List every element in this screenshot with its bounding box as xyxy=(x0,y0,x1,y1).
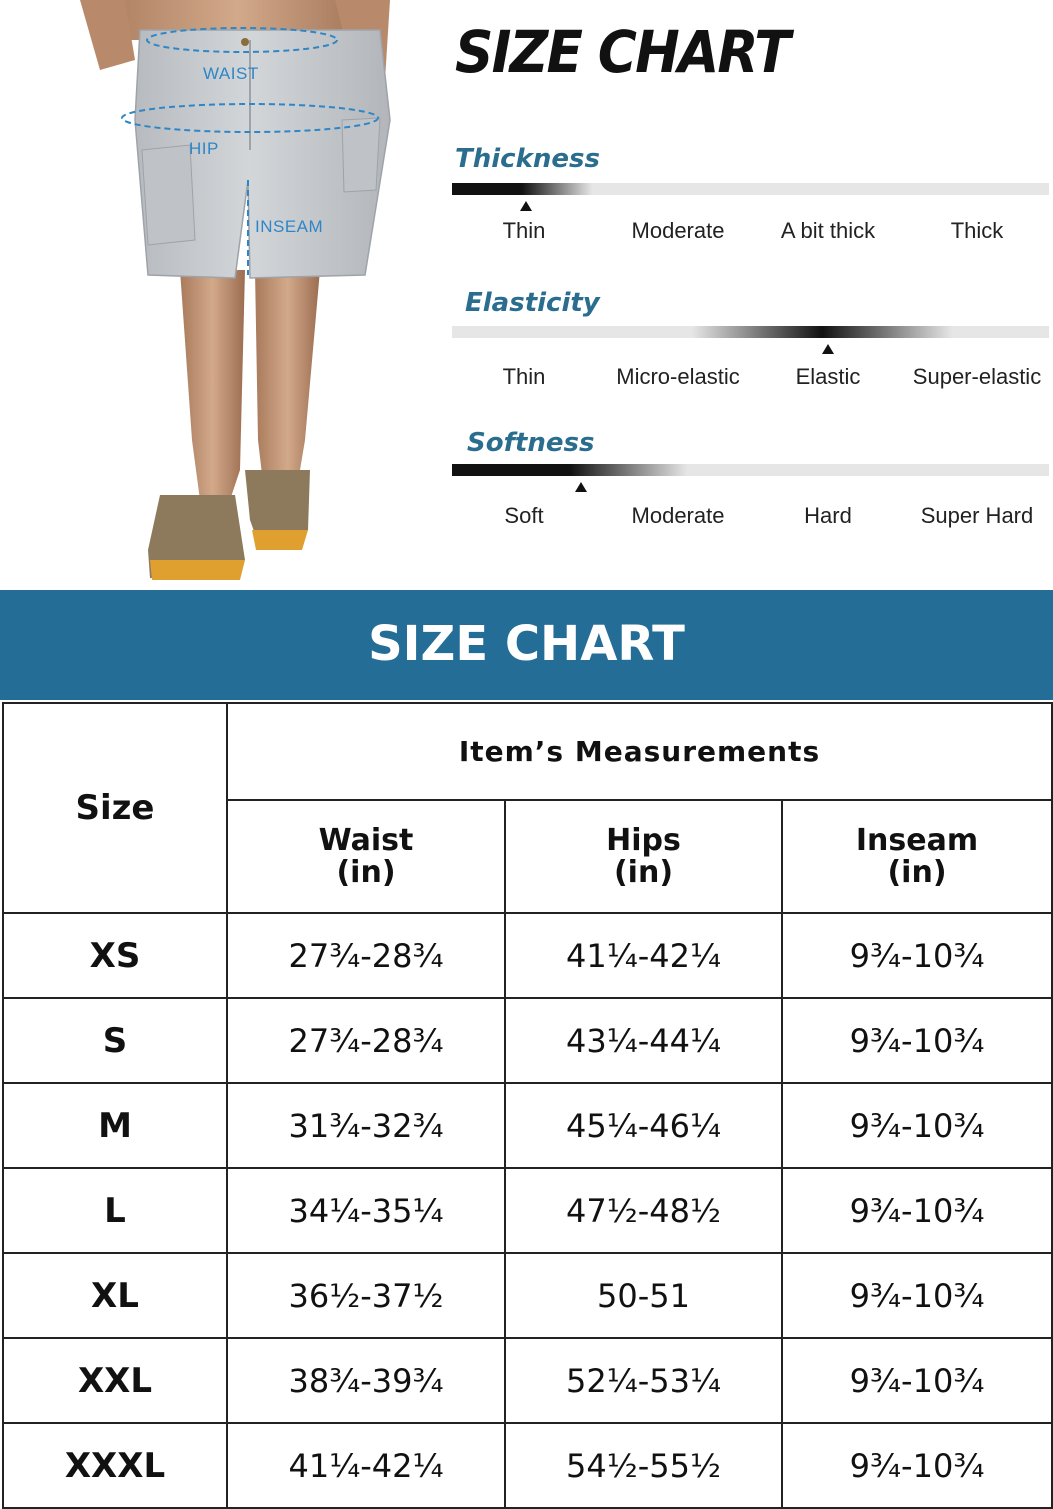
banner-title: SIZE CHART xyxy=(368,616,685,672)
inseam-label: INSEAM xyxy=(255,217,324,236)
attribute-option: Moderate xyxy=(631,218,725,243)
waist-cell: 27¾-28¾ xyxy=(227,998,505,1083)
left-arm xyxy=(80,0,135,70)
measurements-header: Item’s Measurements xyxy=(227,703,1052,800)
hips-cell: 41¼-42¼ xyxy=(505,913,782,998)
size-cell: XXXL xyxy=(3,1423,227,1508)
inseam-cell: 9¾-10¾ xyxy=(782,913,1052,998)
inseam-cell: 9¾-10¾ xyxy=(782,1083,1052,1168)
column-name: Inseam xyxy=(855,822,979,858)
column-header-hips xyxy=(505,800,782,913)
attribute-option: A bit thick xyxy=(780,218,876,243)
size-header: Size xyxy=(3,703,227,913)
size-cell: XS xyxy=(3,913,227,998)
size-table-body xyxy=(3,913,1052,1508)
attribute-title: Elasticity xyxy=(465,288,600,318)
waist-label: WAIST xyxy=(203,64,259,83)
attribute-option: Thin xyxy=(502,364,546,389)
size-cell: XL xyxy=(3,1253,227,1338)
shorts-illustration xyxy=(80,0,420,590)
column-name: Hips xyxy=(606,822,681,858)
attribute-option: Moderate xyxy=(631,503,725,528)
inseam-cell: 9¾-10¾ xyxy=(782,1338,1052,1423)
size-cell: S xyxy=(3,998,227,1083)
selection-marker-icon xyxy=(822,344,834,354)
inseam-cell: 9¾-10¾ xyxy=(782,1423,1052,1508)
model-figure xyxy=(80,0,420,590)
waist-cell: 41¼-42¼ xyxy=(227,1423,505,1508)
column-header-waist xyxy=(227,800,505,913)
selection-marker-icon xyxy=(520,201,532,211)
waist-cell: 34¼-35¼ xyxy=(227,1168,505,1253)
column-unit: (in) xyxy=(336,854,396,890)
attribute-option: Elastic xyxy=(795,364,861,389)
table-row xyxy=(3,998,1052,1083)
hip-label: HIP xyxy=(189,139,219,158)
attribute-title: Thickness xyxy=(455,144,600,174)
table-row xyxy=(3,1338,1052,1423)
attribute-scale-bar xyxy=(452,326,1049,338)
waist-cell: 27¾-28¾ xyxy=(227,913,505,998)
size-table xyxy=(2,702,1053,1509)
column-name: Waist xyxy=(318,822,414,858)
table-row xyxy=(3,1168,1052,1253)
attribute-option: Hard xyxy=(804,503,852,528)
table-row xyxy=(3,1083,1052,1168)
table-row xyxy=(3,913,1052,998)
attribute-option: Soft xyxy=(504,503,544,528)
hips-cell: 52¼-53¼ xyxy=(505,1338,782,1423)
attribute-option: Thin xyxy=(502,218,546,243)
hips-cell: 47½-48½ xyxy=(505,1168,782,1253)
column-unit: (in) xyxy=(887,854,947,890)
attribute-scale-bar xyxy=(452,183,1049,195)
waist-cell: 31¾-32¾ xyxy=(227,1083,505,1168)
selection-marker-icon xyxy=(575,482,587,492)
waist-cell: 36½-37½ xyxy=(227,1253,505,1338)
attribute-option: Thick xyxy=(950,218,1004,243)
cargo-pocket xyxy=(142,145,195,245)
table-row xyxy=(3,1253,1052,1338)
column-header-inseam xyxy=(782,800,1052,913)
inseam-cell: 9¾-10¾ xyxy=(782,1253,1052,1338)
hips-cell: 43¼-44¼ xyxy=(505,998,782,1083)
attribute-scale-bar xyxy=(452,464,1049,476)
right-leg xyxy=(255,270,320,500)
table-row xyxy=(3,1423,1052,1508)
attribute-option: Super Hard xyxy=(920,503,1034,528)
hips-cell: 54½-55½ xyxy=(505,1423,782,1508)
column-unit: (in) xyxy=(613,854,674,890)
page-title: SIZE CHART xyxy=(455,18,789,86)
hips-cell: 45¼-46¼ xyxy=(505,1083,782,1168)
size-cell: XXL xyxy=(3,1338,227,1423)
attribute-option: Super-elastic xyxy=(912,364,1042,389)
inseam-cell: 9¾-10¾ xyxy=(782,998,1052,1083)
waist-cell: 38¾-39¾ xyxy=(227,1338,505,1423)
hips-cell: 50-51 xyxy=(505,1253,782,1338)
attribute-option: Micro-elastic xyxy=(616,364,740,389)
attribute-title: Softness xyxy=(467,428,595,458)
inseam-cell: 9¾-10¾ xyxy=(782,1168,1052,1253)
size-cell: L xyxy=(3,1168,227,1253)
right-cargo-pocket xyxy=(342,118,380,192)
left-leg xyxy=(180,270,245,500)
size-cell: M xyxy=(3,1083,227,1168)
